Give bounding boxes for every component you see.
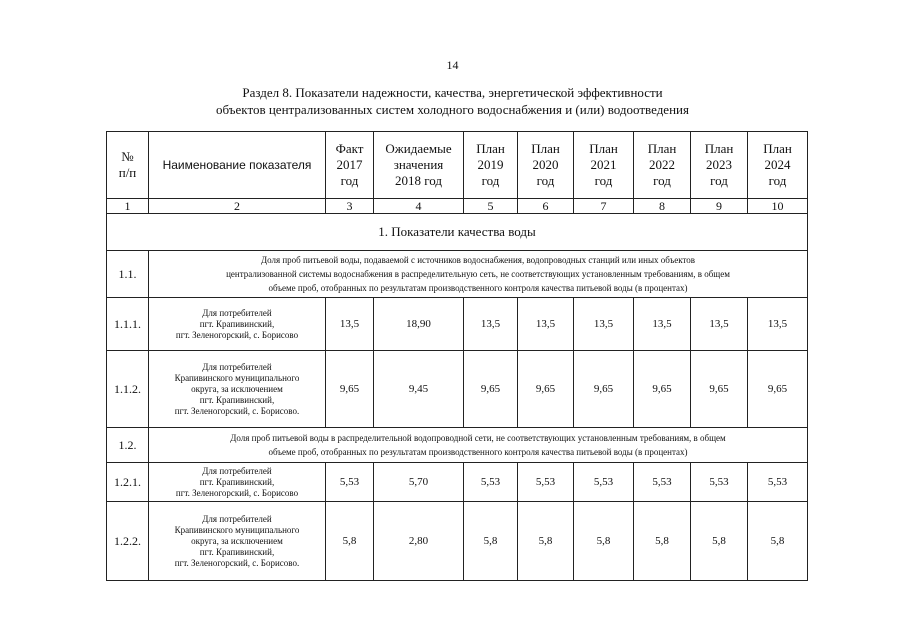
consumer-group-name: Для потребителей пгт. Крапивинский, пгт. Зеленогорский, с. Борисово	[149, 463, 326, 502]
value-plan-2019: 13,5	[464, 298, 518, 351]
header-cell-number: № п/п	[107, 132, 149, 199]
table-row	[107, 351, 808, 428]
page-number: 14	[446, 58, 459, 72]
section-heading	[0, 84, 905, 118]
value-fact-2017: 9,65	[326, 351, 374, 428]
header-cell-plan-2020: План 2020 год	[518, 132, 574, 199]
indicator-description: Доля проб питьевой воды, подаваемой с источников водоснабжения, водопроводных станций или иных объектов централизованной системы водоснабжения в распределительную сеть, не соответствующих установленным требованиям, в общем объеме проб, отобранных по результатам производственного контроля качества питьевой воды (в процентах)	[149, 251, 808, 298]
row-number: 1.1.1.	[107, 298, 149, 351]
value-plan-2020: 5,8	[518, 502, 574, 581]
header-cell-plan-2019: План 2019 год	[464, 132, 518, 199]
value-plan-2024: 5,53	[748, 463, 808, 502]
consumer-group-name: Для потребителей Крапивинского муниципального округа, за исключением пгт. Крапивинский, пгт. Зеленогорский, с. Борисово.	[149, 351, 326, 428]
column-number-cell: 8	[634, 199, 691, 214]
value-plan-2019: 5,8	[464, 502, 518, 581]
heading-line-1: Раздел 8. Показатели надежности, качества, энергетической эффективности	[242, 85, 663, 100]
value-plan-2019: 5,53	[464, 463, 518, 502]
value-plan-2023: 13,5	[691, 298, 748, 351]
row-number: 1.2.	[107, 428, 149, 463]
row-number: 1.2.2.	[107, 502, 149, 581]
value-expected-2018: 2,80	[374, 502, 464, 581]
value-plan-2021: 5,8	[574, 502, 634, 581]
value-plan-2022: 5,53	[634, 463, 691, 502]
column-number-cell: 9	[691, 199, 748, 214]
header-cell-plan-2024: План 2024 год	[748, 132, 808, 199]
value-fact-2017: 5,53	[326, 463, 374, 502]
column-number-cell: 5	[464, 199, 518, 214]
value-plan-2023: 5,53	[691, 463, 748, 502]
value-expected-2018: 5,70	[374, 463, 464, 502]
row-number: 1.1.2.	[107, 351, 149, 428]
value-expected-2018: 18,90	[374, 298, 464, 351]
table-row	[107, 502, 808, 581]
table-row	[107, 298, 808, 351]
header-cell-expected-2018: Ожидаемые значения 2018 год	[374, 132, 464, 199]
indicators-table	[106, 131, 808, 581]
value-plan-2024: 13,5	[748, 298, 808, 351]
header-cell-plan-2023: План 2023 год	[691, 132, 748, 199]
value-plan-2020: 5,53	[518, 463, 574, 502]
value-fact-2017: 5,8	[326, 502, 374, 581]
section-title: 1. Показатели качества воды	[107, 214, 808, 251]
value-plan-2024: 9,65	[748, 351, 808, 428]
group-row-1-1	[107, 251, 808, 298]
value-plan-2023: 9,65	[691, 351, 748, 428]
value-plan-2022: 13,5	[634, 298, 691, 351]
table-row	[107, 463, 808, 502]
column-number-cell: 2	[149, 199, 326, 214]
value-plan-2024: 5,8	[748, 502, 808, 581]
header-cell-indicator-name: Наименование показателя	[149, 132, 326, 199]
heading-line-2: объектов централизованных систем холодного водоснабжения и (или) водоотведения	[216, 102, 689, 117]
value-plan-2021: 5,53	[574, 463, 634, 502]
value-plan-2022: 9,65	[634, 351, 691, 428]
group-row-1-2	[107, 428, 808, 463]
header-cell-plan-2022: План 2022 год	[634, 132, 691, 199]
indicator-description: Доля проб питьевой воды в распределительной водопроводной сети, не соответствующих установленным требованиям, в общем объеме проб, отобранных по результатам производственного контроля качества питьевой воды (в процентах)	[149, 428, 808, 463]
value-expected-2018: 9,45	[374, 351, 464, 428]
value-plan-2022: 5,8	[634, 502, 691, 581]
column-number-cell: 7	[574, 199, 634, 214]
column-number-cell: 4	[374, 199, 464, 214]
column-number-cell: 6	[518, 199, 574, 214]
value-fact-2017: 13,5	[326, 298, 374, 351]
consumer-group-name: Для потребителей Крапивинского муниципального округа, за исключением пгт. Крапивинский, пгт. Зеленогорский, с. Борисово.	[149, 502, 326, 581]
column-number-cell: 10	[748, 199, 808, 214]
section-title-row	[107, 214, 808, 251]
header-cell-fact-2017: Факт 2017 год	[326, 132, 374, 199]
row-number: 1.1.	[107, 251, 149, 298]
column-number-cell: 1	[107, 199, 149, 214]
row-number: 1.2.1.	[107, 463, 149, 502]
value-plan-2023: 5,8	[691, 502, 748, 581]
header-cell-plan-2021: План 2021 год	[574, 132, 634, 199]
value-plan-2020: 13,5	[518, 298, 574, 351]
value-plan-2019: 9,65	[464, 351, 518, 428]
value-plan-2021: 13,5	[574, 298, 634, 351]
column-number-cell: 3	[326, 199, 374, 214]
column-number-row	[107, 199, 808, 214]
value-plan-2021: 9,65	[574, 351, 634, 428]
consumer-group-name: Для потребителей пгт. Крапивинский, пгт. Зеленогорский, с. Борисово	[149, 298, 326, 351]
value-plan-2020: 9,65	[518, 351, 574, 428]
header-row	[107, 132, 808, 199]
